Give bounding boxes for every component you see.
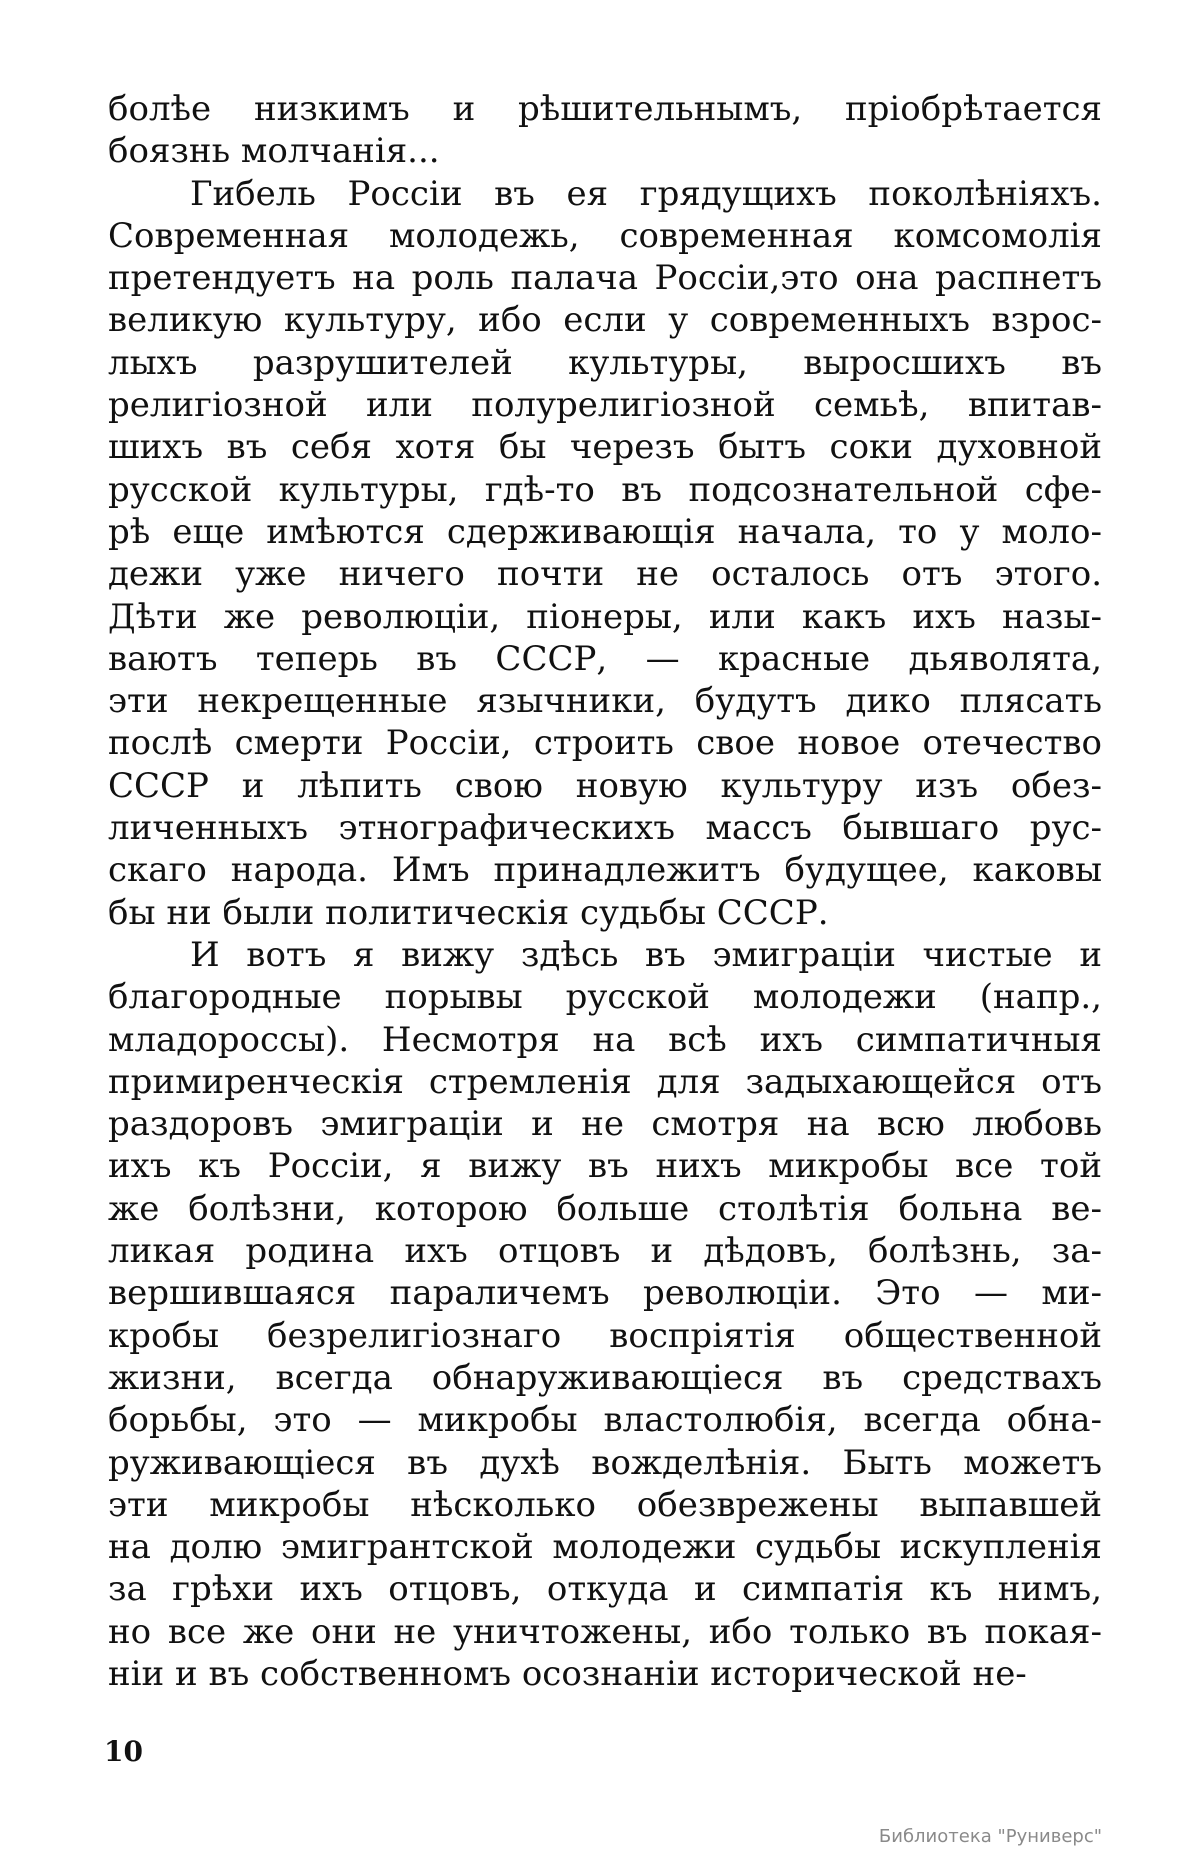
text-line: ваютъ теперь въ СССР, — красные дьяволята, (108, 638, 1102, 679)
text-line: болѣе низкимъ и рѣшительнымъ, пріобрѣтается (108, 89, 1102, 129)
text-line: кробы безрелигіознаго воспріятія общественной (108, 1315, 1102, 1356)
text-line: руживающіеся въ духѣ вожделѣнія. Быть можетъ (108, 1442, 1102, 1483)
text-line: дежи уже ничего почти не осталось отъ этого. (108, 554, 1102, 595)
text-line: религіозной или полурелигіозной семьѣ, впитав- (108, 385, 1102, 426)
text-line: младороссы). Несмотря на всѣ ихъ симпатичныя (108, 1019, 1102, 1060)
text-line: жизни, всегда обнаруживающіеся въ средствахъ (108, 1357, 1102, 1398)
text-line: ихъ къ Россіи, я вижу въ нихъ микробы все той (108, 1146, 1102, 1187)
text-line: эти некрещенные язычники, будутъ дико плясать (108, 681, 1102, 722)
text-line: благородные порывы русской молодежи (напр., (108, 977, 1102, 1018)
text-line: примиренческія стремленія для задыхающейся отъ (108, 1061, 1102, 1102)
text-line: на долю эмигрантской молодежи судьбы искупленія (108, 1527, 1102, 1568)
text-line: Современная молодежь, современная комсомолія (108, 215, 1102, 256)
text-line: СССР и лѣпить свою новую культуру изъ обез- (108, 765, 1102, 806)
text-line: раздоровъ эмиграціи и не смотря на всю любовь (108, 1104, 1102, 1145)
page-body-text (108, 88, 1102, 1695)
paragraph (108, 173, 1102, 934)
text-line: но все же они не уничтожены, ибо только въ покая- (108, 1611, 1102, 1652)
text-line: рѣ еще имѣются сдерживающія начала, то у моло- (108, 511, 1102, 552)
text-line: бы ни были политическія судьбы СССР. (108, 892, 829, 933)
text-line: за грѣхи ихъ отцовъ, откуда и симпатія къ нимъ, (108, 1569, 1102, 1610)
text-line: русской культуры, гдѣ-то въ подсознательной сфе- (108, 469, 1102, 510)
text-line: личенныхъ этнографическихъ массъ бывшаго рус- (108, 808, 1102, 849)
text-line: Гибель Россіи въ ея грядущихъ поколѣніяхъ. (190, 173, 1102, 214)
paragraph (108, 88, 1102, 173)
text-line: эти микробы нѣсколько обезврежены выпавшей (108, 1484, 1102, 1525)
page-number: 10 (104, 1735, 143, 1768)
text-line: Дѣти же революціи, піонеры, или какъ ихъ назы- (108, 596, 1102, 637)
text-line: вершившаяся параличемъ революціи. Это — ми- (108, 1273, 1102, 1314)
text-line: лыхъ разрушителей культуры, выросшихъ въ (108, 342, 1102, 383)
text-line: борьбы, это — микробы властолюбія, всегда обна- (108, 1400, 1102, 1441)
text-line: шихъ въ себя хотя бы черезъ бытъ соки духовной (108, 427, 1102, 468)
text-line: скаго народа. Имъ принадлежитъ будущее, каковы (108, 850, 1102, 891)
text-line: великую культуру, ибо если у современныхъ взрос- (108, 300, 1102, 341)
text-line: И вотъ я вижу здѣсь въ эмиграціи чистые и (190, 934, 1102, 975)
text-line: послѣ смерти Россіи, строить свое новое отечество (108, 723, 1102, 764)
text-line: же болѣзни, которою больше столѣтія больна ве- (108, 1188, 1102, 1229)
text-line: ликая родина ихъ отцовъ и дѣдовъ, болѣзнь, за- (108, 1231, 1102, 1272)
paragraph (108, 934, 1102, 1695)
text-line: претендуетъ на роль палача Россіи,это она распнетъ (108, 258, 1102, 299)
library-watermark: Библиотека "Руниверс" (878, 1826, 1102, 1847)
text-line: боязнь молчанія... (108, 131, 440, 172)
text-line: ніи и въ собственномъ осознаніи исторической не- (108, 1653, 1027, 1694)
